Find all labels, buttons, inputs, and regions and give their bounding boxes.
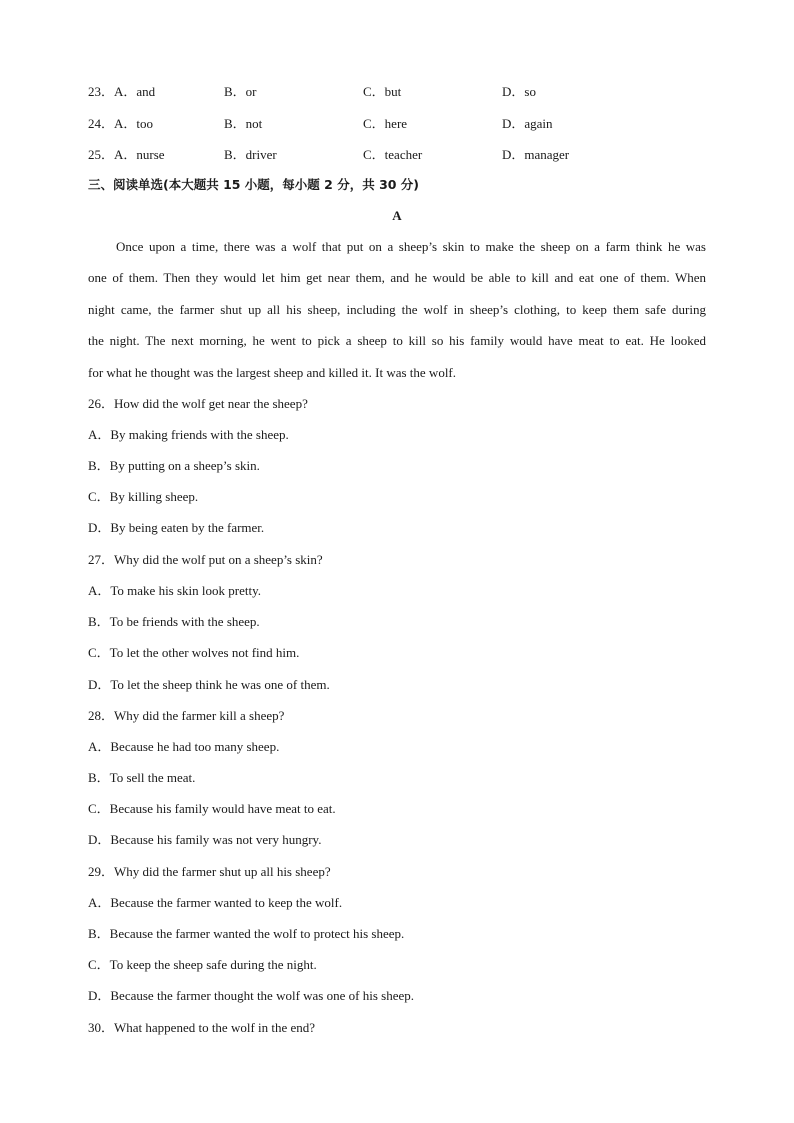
question-stem-28: 28．Why did the farmer kill a sheep?	[88, 708, 285, 723]
passage-line: the night. The next morning, he went to pick a sheep to kill so his family would have meat to eat. He looked	[88, 333, 706, 348]
answer-option: D．Because the farmer thought the wolf was one of his sheep.	[88, 988, 414, 1003]
answer-option: A．Because he had too many sheep.	[88, 739, 280, 754]
answer-option: C．By killing sheep.	[88, 489, 199, 504]
answer-option: A．Because the farmer wanted to keep the wolf.	[88, 895, 343, 910]
answer-option: B．To sell the meat.	[88, 770, 196, 785]
passage-line: Once upon a time, there was a wolf that put on a sheep’s skin to make the sheep on a farm think he was	[116, 239, 706, 254]
answer-option: D．Because his family was not very hungry.	[88, 832, 322, 847]
option-row-24	[88, 116, 708, 132]
passage-line: one of them. Then they would let him get near them, and he would be able to kill and eat one of them. When	[88, 270, 706, 285]
option-b: B．not	[224, 116, 263, 131]
answer-option: A．To make his skin look pretty.	[88, 583, 262, 598]
answer-option: B．Because the farmer wanted the wolf to protect his sheep.	[88, 926, 405, 941]
option-c: C．but	[363, 84, 402, 99]
option-row-25	[88, 147, 708, 163]
option-d: D．so	[502, 84, 536, 99]
answer-option: B．By putting on a sheep’s skin.	[88, 458, 260, 473]
section-title: 三、阅读单选(本大题共 15 小题，每小题 2 分，共 30 分)	[88, 177, 420, 192]
option-b: B．or	[224, 84, 257, 99]
answer-option: D．To let the sheep think he was one of them.	[88, 677, 330, 692]
option-a: 24．A．too	[88, 116, 154, 131]
option-d: D．again	[502, 116, 553, 131]
question-stem-29: 29．Why did the farmer shut up all his sheep?	[88, 864, 331, 879]
question-stem-30: 30．What happened to the wolf in the end?	[88, 1020, 316, 1035]
answer-option: B．To be friends with the sheep.	[88, 614, 260, 629]
option-a: 25．A．nurse	[88, 147, 165, 162]
answer-option: A．By making friends with the sheep.	[88, 427, 289, 442]
passage-label: A	[392, 208, 402, 223]
option-a: 23．A．and	[88, 84, 156, 99]
option-d: D．manager	[502, 147, 570, 162]
answer-option: C．Because his family would have meat to eat.	[88, 801, 336, 816]
option-b: B．driver	[224, 147, 277, 162]
option-c: C．here	[363, 116, 408, 131]
question-stem-26: 26．How did the wolf get near the sheep?	[88, 396, 308, 411]
option-c: C．teacher	[363, 147, 423, 162]
passage-line: for what he thought was the largest sheep and killed it. It was the wolf.	[88, 365, 457, 380]
answer-option: D．By being eaten by the farmer.	[88, 520, 265, 535]
passage-line: night came, the farmer shut up all his sheep, including the wolf in sheep’s clothing, to keep them safe during	[88, 302, 706, 317]
answer-option: C．To let the other wolves not find him.	[88, 645, 300, 660]
answer-option: C．To keep the sheep safe during the night.	[88, 957, 317, 972]
option-row-23	[88, 84, 708, 100]
question-stem-27: 27．Why did the wolf put on a sheep’s skin?	[88, 552, 323, 567]
